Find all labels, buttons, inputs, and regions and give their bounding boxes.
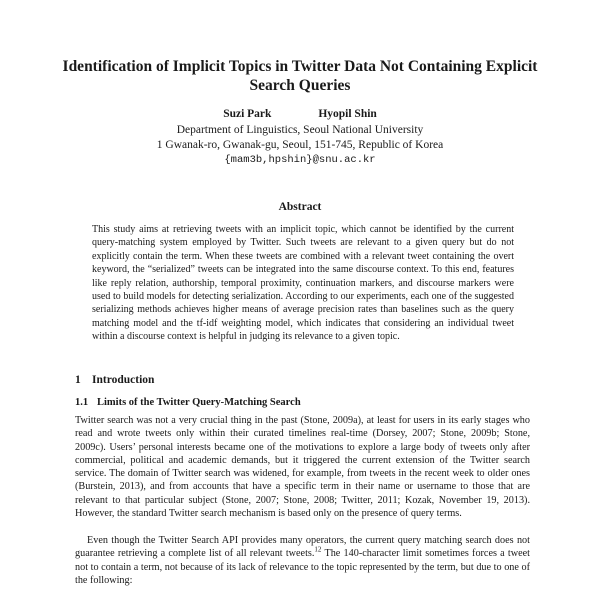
section-number: 1	[75, 374, 81, 386]
body-paragraph	[75, 534, 530, 587]
author-list	[0, 107, 600, 122]
paragraph-text: Even though the Twitter Search API provides many operators, the current query matching search does not guarantee retrieving a complete list of all relevant tweets.	[75, 535, 530, 560]
paper-title: Identification of Implicit Topics in Twitter Data Not Containing Explicit Search Queries	[62, 58, 538, 94]
section-heading	[75, 374, 154, 386]
email: {mam3b,hpshin}@snu.ac.kr	[224, 154, 376, 166]
body-paragraph: Twitter search was not a very crucial thing in the past (Stone, 2009a), at least for users in its early stages who read and wrote tweets only within their curated timelines real-time (Dorsey, 2007; Stone, 2009b; Stone, 2009c). Users’ personal interests became one of the motivations to explore a large body of tweets only after commercial, political and academic demands, but it triggered the current extension of the Twitter search service. The domain of Twitter search was widened, for example, from tweets in the recent week to older ones (Burstein, 2013), and from accounts that have a specific term in their name or username to those that are relevant to that particular subject (Stone, 2007; Stone, 2008; Twitter, 2011; Kozak, November 19, 2013). However, the standard Twitter search mechanism is based only on the presence of query terms.	[75, 415, 530, 520]
address: 1 Gwanak-ro, Gwanak-gu, Seoul, 151-745, Republic of Korea	[156, 139, 444, 151]
author-name: Suzi Park	[223, 108, 272, 120]
section-title: Introduction	[92, 374, 155, 386]
subsection-title: Limits of the Twitter Query-Matching Search	[97, 397, 301, 408]
author-name: Hyopil Shin	[318, 108, 377, 120]
subsection-heading	[75, 397, 301, 408]
footnote-mark: 12	[314, 545, 322, 554]
paragraph-text: The 140-character limit sometimes forces a tweet not to contain a term, not because of its lack of relevance to the topic represented by the term, but due to one of the following:	[75, 548, 530, 586]
abstract-text: This study aims at retrieving tweets with an implicit topic, which cannot be identified by the current query-matching system employed by Twitter. Such tweets are relevant to a given query but do not explicitly contain the term. When these tweets are combined with a relevant tweet containing the overt keyword, the “serialized” tweets can be integrated into the same discourse context. To this end, features like reply relation, authorship, temporal proximity, continuation markers, and discourse markers were used to build models for detecting serialization. According to our experiments, each one of the suggested serializing methods achieves higher means of average precision rates than baselines such as the query matching model and the tf-idf weighting model, which indicates that considering an individual tweet within a discourse context is helpful in judging its relevance to a given topic.	[92, 224, 514, 343]
abstract-heading: Abstract	[278, 201, 322, 213]
affiliation: Department of Linguistics, Seoul National University	[176, 124, 424, 136]
subsection-number: 1.1	[75, 397, 89, 408]
